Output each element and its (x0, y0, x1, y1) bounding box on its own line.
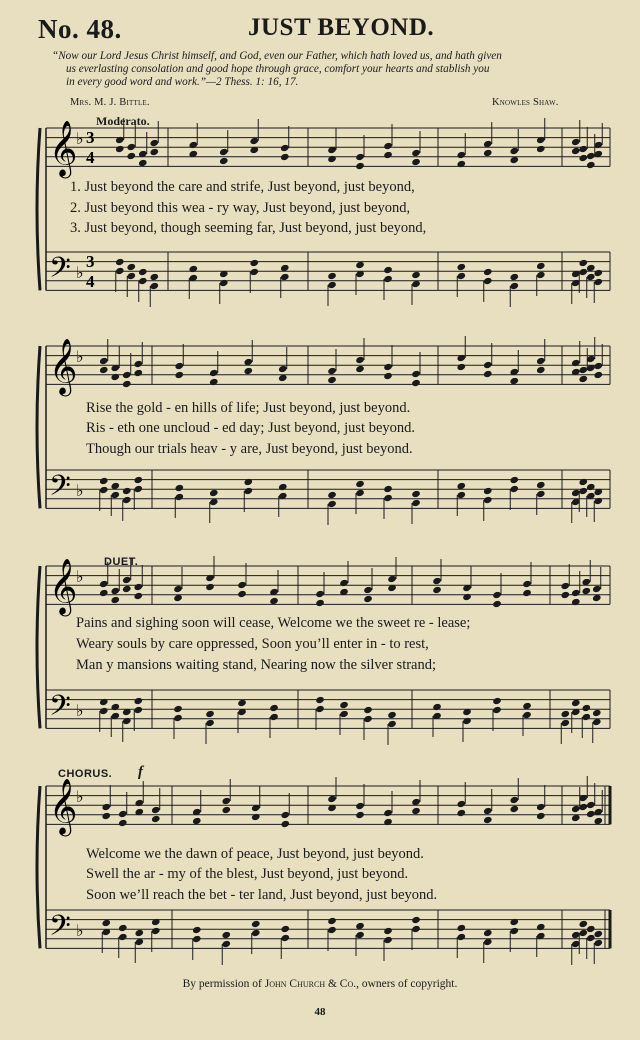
note-head (456, 809, 466, 817)
note-head (149, 282, 159, 290)
note-head (571, 138, 581, 146)
note-head (383, 485, 393, 493)
note-head (363, 595, 373, 603)
note-head (315, 590, 325, 598)
note-head (411, 379, 421, 387)
note-head (411, 271, 421, 279)
lyric-line: Soon we’ll reach the bet - ter land, Just beyond, just beyond. (86, 887, 438, 903)
flat-sign: ♭ (76, 263, 84, 282)
note-head (483, 816, 493, 824)
note-head (536, 271, 546, 279)
note-head (327, 367, 337, 375)
note-head (221, 940, 231, 948)
note-head (327, 917, 337, 925)
note-head (536, 262, 546, 270)
note-head (122, 576, 132, 584)
note-head (586, 161, 596, 169)
note-head (536, 136, 546, 144)
note-head (411, 807, 421, 815)
note-head (571, 805, 581, 813)
note-head (280, 273, 290, 281)
treble-clef: 𝄞 (49, 778, 78, 835)
note-head (509, 918, 519, 926)
treble-clef: 𝄞 (49, 558, 78, 615)
lyric-line: Ris - eth one uncloud - ed day; Just beyond, just beyond. (86, 420, 416, 436)
note-head (456, 924, 466, 932)
note-head (586, 483, 596, 491)
note-head (237, 581, 247, 589)
lyric-line: 1. Just beyond the care and strife, Just beyond, just beyond, (70, 179, 415, 195)
note-head (522, 589, 532, 597)
note-head (192, 926, 202, 934)
note-head (456, 160, 466, 168)
note-head (122, 380, 132, 388)
note-head (327, 926, 337, 934)
note-head (205, 710, 215, 718)
note-head (355, 153, 365, 161)
note-head (586, 934, 596, 942)
note-head (578, 929, 588, 937)
note-head (110, 491, 120, 499)
note-head (355, 489, 365, 497)
note-head (593, 930, 603, 938)
note-head (99, 589, 109, 597)
note-head (483, 487, 493, 495)
note-head (578, 478, 588, 486)
note-head (536, 803, 546, 811)
note-head (99, 486, 109, 494)
note-head (355, 802, 365, 810)
note-head (462, 717, 472, 725)
note-head (327, 376, 337, 384)
note-head (578, 366, 588, 374)
flat-sign: ♭ (76, 567, 84, 586)
note-head (560, 719, 570, 727)
lyric-line: 2. Just beyond this wea - ry way, Just beyond, just beyond, (70, 200, 411, 216)
note-head (99, 477, 109, 485)
note-head (339, 579, 349, 587)
note-head (327, 281, 337, 289)
note-head (115, 145, 125, 153)
note-head (536, 366, 546, 374)
note-head (411, 916, 421, 924)
note-head (593, 362, 603, 370)
note-head (536, 481, 546, 489)
time-signature: 4 (86, 148, 95, 167)
note-head (188, 141, 198, 149)
treble-clef: 𝄞 (49, 120, 78, 177)
note-head (355, 480, 365, 488)
time-signature: 4 (86, 272, 95, 291)
note-head (251, 929, 261, 937)
footer-prefix: By permission of (182, 978, 265, 990)
note-head (456, 354, 466, 362)
note-head (383, 142, 393, 150)
note-head (126, 263, 136, 271)
footer-publisher: John Church & Co. (264, 978, 357, 990)
note-head (221, 931, 231, 939)
note-head (355, 162, 365, 170)
note-head (387, 720, 397, 728)
note-head (462, 593, 472, 601)
note-head (509, 476, 519, 484)
note-head (173, 705, 183, 713)
note-head (383, 151, 393, 159)
note-head (456, 363, 466, 371)
note-head (243, 478, 253, 486)
note-head (243, 367, 253, 375)
note-head (522, 580, 532, 588)
time-signature: 3 (86, 128, 95, 147)
note-head (219, 157, 229, 165)
note-head (110, 587, 120, 595)
note-head (327, 272, 337, 280)
note-head (221, 797, 231, 805)
note-head (578, 259, 588, 267)
lyricist-credit: Mrs. M. J. Bittle. (70, 97, 150, 108)
flat-sign: ♭ (76, 701, 84, 720)
note-head (133, 583, 143, 591)
epigraph-line: us everlasting consolation and good hope through grace, comfort your hearts and stablish you (66, 63, 490, 75)
bass-clef: 𝄢 (49, 251, 71, 292)
note-head (363, 706, 373, 714)
note-head (509, 273, 519, 281)
note-head (122, 487, 132, 495)
note-head (578, 375, 588, 383)
note-head (456, 272, 466, 280)
note-head (122, 585, 132, 593)
note-head (126, 143, 136, 151)
note-head (592, 585, 602, 593)
footer-suffix: , owners of copyright. (356, 978, 458, 990)
note-head (188, 265, 198, 273)
note-head (355, 811, 365, 819)
note-head (219, 279, 229, 287)
note-head (593, 371, 603, 379)
note-head (411, 490, 421, 498)
note-head (492, 600, 502, 608)
tempo-marking: Moderato. (96, 114, 150, 128)
note-head (118, 810, 128, 818)
note-head (411, 499, 421, 507)
note-head (509, 282, 519, 290)
note-head (592, 709, 602, 717)
chorus-marking: CHORUS. (58, 768, 113, 780)
note-head (115, 136, 125, 144)
note-head (383, 818, 393, 826)
flat-sign: ♭ (76, 129, 84, 148)
note-head (483, 807, 493, 815)
note-head (383, 809, 393, 817)
note-head (99, 698, 109, 706)
note-head (578, 487, 588, 495)
note-head (151, 806, 161, 814)
note-head (237, 590, 247, 598)
note-head (355, 365, 365, 373)
note-head (560, 710, 570, 718)
note-head (269, 704, 279, 712)
note-head (509, 485, 519, 493)
note-head (571, 147, 581, 155)
note-head (456, 263, 466, 271)
note-head (536, 357, 546, 365)
brace (37, 128, 40, 290)
note-head (249, 268, 259, 276)
note-head (118, 933, 128, 941)
note-head (522, 711, 532, 719)
note-head (192, 935, 202, 943)
hymn-title: JUST BEYOND. (248, 14, 435, 41)
note-head (509, 796, 519, 804)
note-head (133, 360, 143, 368)
note-head (280, 153, 290, 161)
note-head (221, 806, 231, 814)
note-head (509, 805, 519, 813)
note-head (581, 704, 591, 712)
copyright-footer (0, 978, 640, 990)
note-head (327, 491, 337, 499)
note-head (327, 155, 337, 163)
lyric-line: Pains and sighing soon will cease, Welcome we the sweet re - lease; (76, 615, 471, 631)
note-head (251, 813, 261, 821)
note-head (456, 933, 466, 941)
note-head (209, 369, 219, 377)
note-head (509, 927, 519, 935)
note-head (456, 491, 466, 499)
note-head (383, 266, 393, 274)
note-head (483, 370, 493, 378)
note-head (278, 483, 288, 491)
note-head (118, 819, 128, 827)
note-head (251, 920, 261, 928)
flat-sign: ♭ (76, 787, 84, 806)
note-head (115, 267, 125, 275)
note-head (586, 925, 596, 933)
note-head (571, 359, 581, 367)
flat-sign: ♭ (76, 481, 84, 500)
note-head (456, 151, 466, 159)
note-head (174, 493, 184, 501)
note-head (593, 939, 603, 947)
note-head (492, 706, 502, 714)
note-head (101, 812, 111, 820)
lyric-line: Rise the gold - en hills of life; Just beyond, just beyond. (86, 400, 411, 416)
flat-sign: ♭ (76, 347, 84, 366)
note-head (483, 361, 493, 369)
lyric-line: Welcome we the dawn of peace, Just beyond, just beyond. (86, 846, 424, 862)
lyric-line: Weary souls by care oppressed, Soon you’ll enter in - to rest, (76, 636, 429, 652)
note-head (383, 363, 393, 371)
note-head (536, 145, 546, 153)
note-head (138, 277, 148, 285)
note-head (174, 371, 184, 379)
note-head (209, 378, 219, 386)
note-head (280, 811, 290, 819)
note-head (586, 152, 596, 160)
note-head (387, 711, 397, 719)
note-head (339, 701, 349, 709)
composer-credit: Knowles Shaw. (492, 97, 559, 108)
lyric-line: 3. Just beyond, though seeming far, Just beyond, just beyond, (70, 220, 427, 236)
note-head (339, 710, 349, 718)
note-head (101, 803, 111, 811)
note-head (249, 259, 259, 267)
note-head (536, 490, 546, 498)
note-head (432, 577, 442, 585)
brace (37, 786, 40, 948)
note-head (483, 268, 493, 276)
note-head (411, 370, 421, 378)
note-head (315, 599, 325, 607)
note-head (483, 496, 493, 504)
note-head (578, 145, 588, 153)
note-head (99, 707, 109, 715)
note-head (122, 496, 132, 504)
note-head (209, 489, 219, 497)
lyric-line: Swell the ar - my of the blest, Just beyond, just beyond. (86, 866, 409, 882)
note-head (122, 717, 132, 725)
note-head (173, 714, 183, 722)
note-head (355, 931, 365, 939)
brace (37, 346, 40, 508)
bass-clef: 𝄢 (49, 909, 71, 950)
note-head (411, 149, 421, 157)
note-head (581, 587, 591, 595)
time-signature: 3 (86, 252, 95, 271)
note-head (411, 925, 421, 933)
note-head (571, 598, 581, 606)
note-head (578, 154, 588, 162)
note-head (99, 580, 109, 588)
note-head (509, 147, 519, 155)
treble-clef: 𝄞 (49, 338, 78, 395)
note-head (122, 371, 132, 379)
note-head (456, 800, 466, 808)
note-head (483, 149, 493, 157)
note-head (99, 357, 109, 365)
bass-clef: 𝄢 (49, 469, 71, 510)
flat-sign: ♭ (76, 921, 84, 940)
note-head (133, 369, 143, 377)
note-head (126, 272, 136, 280)
note-head (586, 273, 596, 281)
note-head (205, 574, 215, 582)
note-head (383, 936, 393, 944)
epigraph-line: in every good word and work.”—2 Thess. 1: 16, 17. (66, 76, 299, 88)
note-head (315, 705, 325, 713)
note-head (126, 152, 136, 160)
note-head (269, 713, 279, 721)
note-head (560, 591, 570, 599)
duet-marking: DUET. (104, 556, 139, 568)
forte-dynamic: f (138, 764, 143, 780)
note-head (536, 923, 546, 931)
note-head (133, 476, 143, 484)
note-head (593, 269, 603, 277)
note-head (492, 697, 502, 705)
note-head (205, 583, 215, 591)
note-head (578, 268, 588, 276)
note-head (383, 372, 393, 380)
note-head (383, 275, 393, 283)
note-head (99, 366, 109, 374)
note-head (138, 268, 148, 276)
note-head (560, 582, 570, 590)
note-head (411, 158, 421, 166)
note-head (492, 591, 502, 599)
note-head (536, 812, 546, 820)
note-head (149, 273, 159, 281)
note-head (278, 365, 288, 373)
note-head (578, 920, 588, 928)
note-head (149, 139, 159, 147)
note-head (151, 815, 161, 823)
lyric-line: Though our trials heav - y are, Just beyond, just beyond. (86, 441, 413, 457)
note-head (315, 696, 325, 704)
note-head (173, 585, 183, 593)
note-head (483, 277, 493, 285)
note-head (219, 148, 229, 156)
note-head (151, 927, 161, 935)
note-head (205, 719, 215, 727)
note-head (432, 703, 442, 711)
note-head (151, 918, 161, 926)
hymn-number: No. 48. (38, 14, 122, 44)
note-head (355, 356, 365, 364)
note-head (327, 500, 337, 508)
note-head (280, 934, 290, 942)
bass-clef: 𝄢 (49, 689, 71, 730)
note-head (110, 596, 120, 604)
note-head (593, 278, 603, 286)
note-head (110, 373, 120, 381)
note-head (280, 820, 290, 828)
note-head (280, 144, 290, 152)
note-head (571, 589, 581, 597)
note-head (363, 715, 373, 723)
note-head (383, 494, 393, 502)
note-head (133, 592, 143, 600)
epigraph-line: “Now our Lord Jesus Christ himself, and God, even our Father, which hath loved us, and hath given (52, 50, 502, 62)
note-head (280, 925, 290, 933)
note-head (593, 497, 603, 505)
note-head (363, 586, 373, 594)
note-head (134, 799, 144, 807)
note-head (149, 148, 159, 156)
note-head (133, 706, 143, 714)
note-head (174, 362, 184, 370)
note-head (586, 810, 596, 818)
page-number: 48 (314, 1006, 326, 1018)
note-head (133, 697, 143, 705)
note-head (118, 924, 128, 932)
note-head (243, 487, 253, 495)
note-head (383, 927, 393, 935)
note-head (432, 586, 442, 594)
note-head (581, 713, 591, 721)
note-head (133, 485, 143, 493)
lyric-line: Man y mansions waiting stand, Nearing now the silver strand; (76, 657, 437, 673)
note-head (134, 929, 144, 937)
note-head (110, 703, 120, 711)
note-head (174, 484, 184, 492)
note-head (115, 258, 125, 266)
note-head (586, 801, 596, 809)
note-head (483, 929, 493, 937)
brace (37, 566, 40, 728)
